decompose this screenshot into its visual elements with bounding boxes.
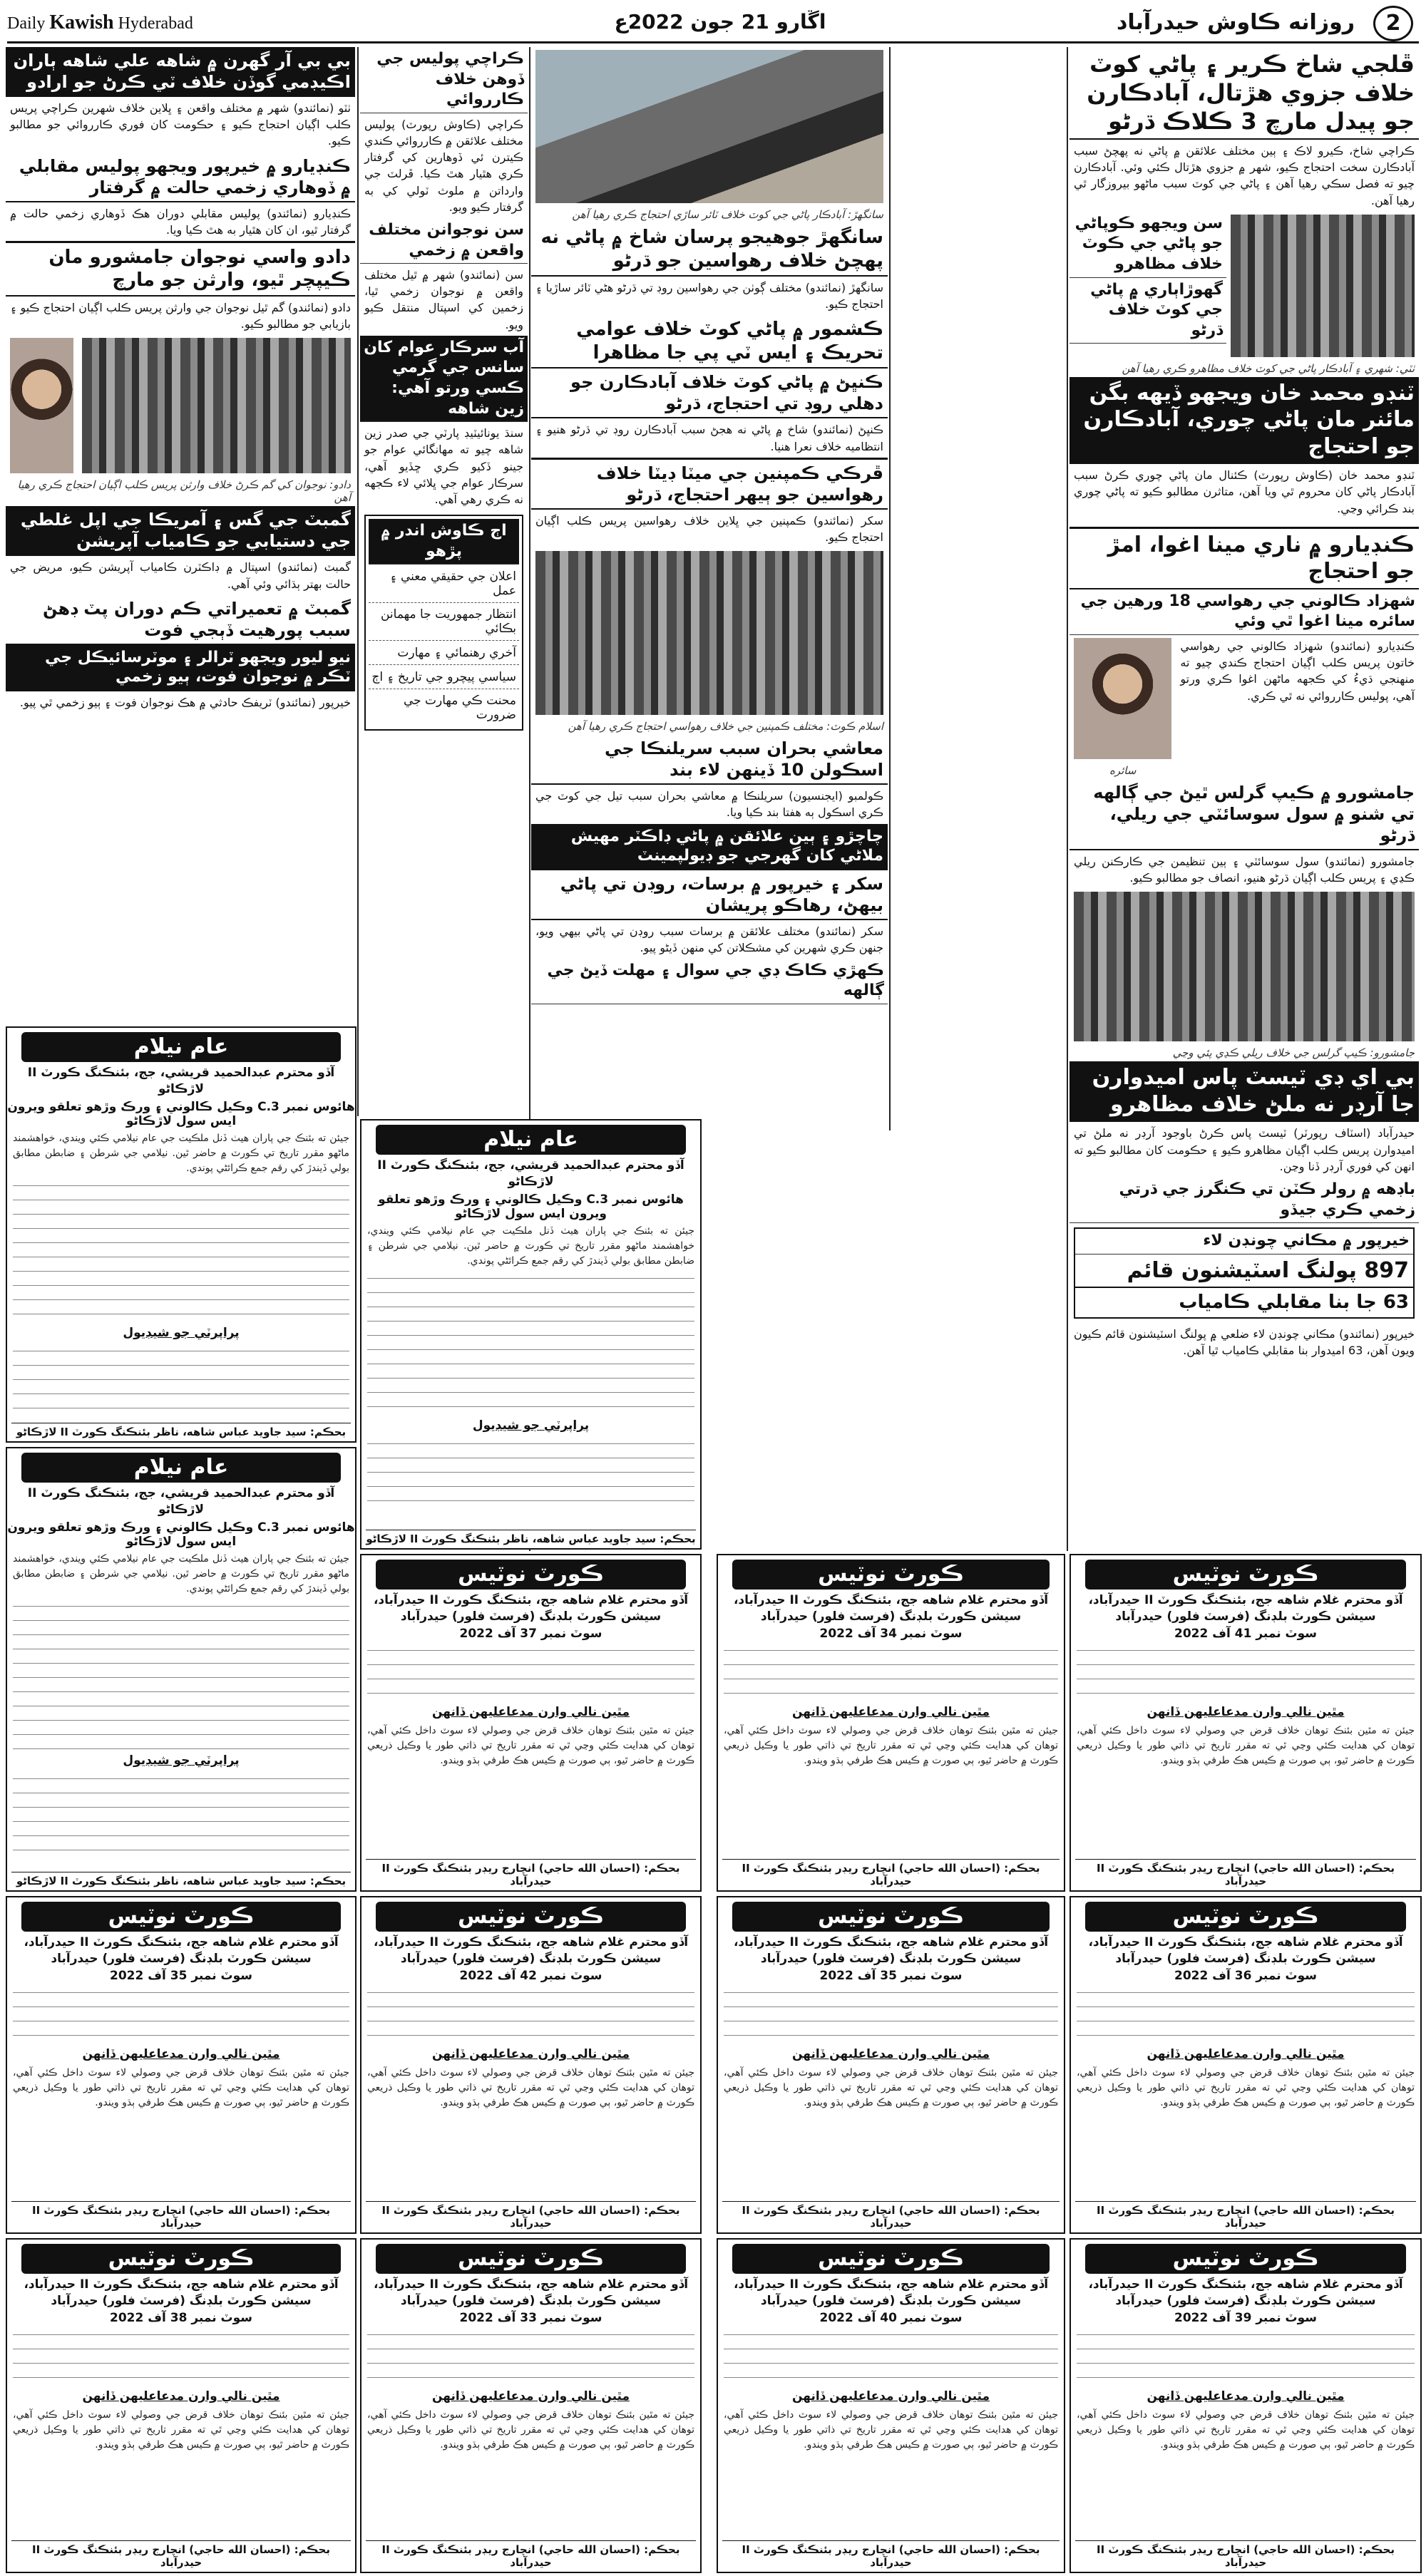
notice-title: ڪورٽ نوٽيس	[1085, 1902, 1406, 1932]
article-text: ڪنڀڻ (نمائندو) شاخ ۾ پاڻي نه هجڻ سبب آبادڪارن روڊ تي ڌرڻو هنيو ۽ انتظاميه خلاف نعرا هنيا.	[535, 423, 883, 453]
portrait-photo	[1074, 638, 1171, 759]
left-column	[6, 47, 355, 1066]
court-notice	[1070, 1896, 1422, 2234]
notice-heading: مٿين نالي وارن مدعاعليهن ڏانهن	[431, 2389, 630, 2404]
notice-court: آڏو محترم غلام شاهه جج، بئنڪنگ ڪورٽ II حيدرآباد، سيشن ڪورٽ بلڊنگ (فرسٽ فلور) حيدرآباد	[24, 1935, 339, 1966]
page-number: 2	[1373, 6, 1413, 41]
court-notice	[717, 1896, 1065, 2234]
box-line: 63 جا بنا مقابلي ڪامياب	[1179, 1292, 1409, 1314]
notice-fine-print	[13, 1344, 349, 1408]
notice-body: جيئن ته مٿين بئنڪ توهان خلاف قرض جي وصولي لاء سوٽ داخل ڪئي آهي، توهان کي هدايت ڪئي وڃي ٿي ته مقرر تاريخ تي ذاتي طور يا وڪيل ذريعي ڪورٽ ۾ حاضر ٿيو، ٻي صورت ۾ ڪيس هڪ طرفي ٻڌو ويندو.	[367, 2408, 694, 2451]
notice-court: آڏو محترم غلام شاهه جج، بئنڪنگ ڪورٽ II حيدرآباد، سيشن ڪورٽ بلڊنگ (فرسٽ فلور) حيدرآباد	[733, 1593, 1049, 1624]
headline: سن نوجوانن مختلف واقعن ۾ زخمي	[360, 218, 528, 264]
notice-heading: مٿين نالي وارن مدعاعليهن ڏانهن	[1147, 2389, 1345, 2404]
notice-fine-print	[1077, 2328, 1415, 2385]
masthead-daily: Daily	[7, 14, 46, 33]
article-text: سنڌ يونائيٽيڊ پارٽي جي صدر زين شاهه چيو ته مهانگائي عوام جو جينو ڏکيو ڪري ڇڏيو آهي، سرڪار عوام جي ڀلائي لاء ڪجهه نه ڪري رهي آهي.	[364, 426, 523, 506]
photo-caption: ٺٽي: شهري ۽ آبادڪار پاڻي جي کوٽ خلاف مظاهرو ڪري رهيا آهن	[1122, 361, 1415, 375]
sub-headline: شهزاد ڪالوني جي رهواسي 18 ورهين جي سائره مينا اغوا ٿي وئي	[1070, 589, 1419, 635]
notice-signature: بحڪم: (احسان الله حاجي) انچارج ريڊر بئنڪنگ ڪورٽ II حيدرآباد	[722, 2540, 1060, 2569]
article-text: ڪنڊيارو (نمائندو) شهزاد ڪالوني جي رهواسي خاتون پريس ڪلب اڳيان احتجاج ڪندي چيو ته منهنجي ڌيءُ کي ڪجهه ماڻهن اغوا ڪري ورتو آهي، پوليس ڪارروائي نه ٿي ڪري.	[1180, 639, 1415, 703]
court-notice	[360, 1896, 702, 2234]
portrait-caption: سائره	[1109, 764, 1137, 777]
article-text: ڪنڊيارو (نمائندو) پوليس مقابلي دوران هڪ ڏوهاري زخمي حالت ۾ گرفتار ٿيو، ان کان هٿيار به هٿ ڪيا ويا.	[10, 206, 351, 237]
notice-body: جيئن ته مٿين بئنڪ توهان خلاف قرض جي وصولي لاء سوٽ داخل ڪئي آهي، توهان کي هدايت ڪئي وڃي ٿي ته مقرر تاريخ تي ذاتي طور يا وڪيل ذريعي ڪورٽ ۾ حاضر ٿيو، ٻي صورت ۾ ڪيس هڪ طرفي ٻڌو ويندو.	[367, 1724, 694, 1766]
notice-title: ڪورٽ نوٽيس	[21, 1902, 341, 1932]
notice-case: سوٽ نمبر 41 آف 2022	[1174, 1626, 1317, 1641]
article-text: سانگهڙ (نمائندو) مختلف ڳوٺن جي رهواسين روڊ تي ڌرڻو هڻي ٽائر ساڙيا ۽ احتجاج ڪيو.	[535, 281, 883, 311]
notice-court: آڏو محترم غلام شاهه جج، بئنڪنگ ڪورٽ II حيدرآباد، سيشن ڪورٽ بلڊنگ (فرسٽ فلور) حيدرآباد	[1088, 1593, 1403, 1624]
notice-heading: مٿين نالي وارن مدعاعليهن ڏانهن	[791, 2046, 990, 2061]
notice-title: ڪورٽ نوٽيس	[1085, 2244, 1406, 2274]
notice-signature: بحڪم: (احسان الله حاجي) انچارج ريڊر بئنڪنگ ڪورٽ II حيدرآباد	[1075, 2540, 1416, 2569]
headline: ڦرڪي ڪمپنين جي ميٽا ڊيٽا خلاف رهواسين جو ٻيهر احتجاج، ڌرڻو	[531, 458, 888, 510]
headline: ڪراچي پوليس جي ڏوهن خلاف ڪارروائي	[360, 47, 528, 113]
headline: ڪهڙي ڪاڪ ڊي جي سوال ۽ مهلت ڏيڻ جي ڳالهه	[531, 959, 888, 1004]
inside-box-item: انتظار جمهوريت جا مهمانن بڪائي	[369, 603, 519, 641]
headline: گمبٽ ۾ تعميراتي ڪم دوران پٽ ڊهڻ سبب پورهيت ڏٻجي فوت	[6, 595, 355, 645]
notice-fine-print	[1077, 1986, 1415, 2043]
notice-fine-print	[13, 1986, 349, 2043]
masthead-city: Hyderabad	[118, 14, 193, 33]
masthead-english	[7, 11, 193, 34]
notice-signature: بحڪم: (احسان الله حاجي) انچارج ريڊر بئنڪنگ ڪورٽ II حيدرآباد	[1075, 1859, 1416, 1887]
article-text: سکر (نمائندو) ڪمپنين جي ڀلاين خلاف رهواسين پريس ڪلب اڳيان احتجاج ڪيو.	[535, 513, 883, 544]
notice-fine-print	[13, 2328, 349, 2385]
notice-fine-print	[367, 1437, 694, 1508]
auction-notice	[6, 1026, 356, 1443]
protest-photo	[535, 551, 883, 715]
notice-signature: بحڪم: (احسان الله حاجي) انچارج ريڊر بئنڪنگ ڪورٽ II حيدرآباد	[11, 2540, 351, 2569]
article-text: ٺٽو (نمائندو) شهر ۾ مختلف واقعن ۽ ڀلاين خلاف شهرين ڪراچي پريس ڪلب اڳيان احتجاج ڪيو ۽ حڪومت کان فوري ڪارروائي جو مطالبو ڪيو.	[10, 101, 351, 148]
court-notice	[6, 2238, 356, 2573]
notice-court: آڏو محترم غلام شاهه جج، بئنڪنگ ڪورٽ II حيدرآباد، سيشن ڪورٽ بلڊنگ (فرسٽ فلور) حيدرآباد	[373, 2277, 689, 2308]
notice-signature: بحڪم: (احسان الله حاجي) انچارج ريڊر بئنڪنگ ڪورٽ II حيدرآباد	[366, 2540, 696, 2569]
notice-case: سوٽ نمبر 35 آف 2022	[819, 1968, 963, 1983]
notice-signature: بحڪم: (احسان الله حاجي) انچارج ريڊر بئنڪنگ ڪورٽ II حيدرآباد	[366, 1859, 696, 1887]
article-text: سکر (نمائندو) مختلف علائقن ۾ برسات سبب روڊن تي پاڻي بيهي ويو، جنهن ڪري شهرين کي مشڪلاتن کي منهن ڏيڻو پيو.	[535, 924, 883, 954]
notice-title: ڪورٽ نوٽيس	[376, 2244, 686, 2274]
notice-fine-print	[367, 1644, 694, 1701]
box-line: خيرپور ۾ مڪاني چونڊن لاء	[1075, 1229, 1413, 1254]
notice-signature: بحڪم: (احسان الله حاجي) انچارج ريڊر بئنڪنگ ڪورٽ II حيدرآباد	[366, 2201, 696, 2230]
notice-fine-print	[13, 1772, 349, 1850]
headline: ڪشمور ۾ پاڻي کوٽ خلاف عوامي تحريڪ ۽ ايس ٽي پي جا مظاهرا	[531, 315, 888, 369]
headline: بي بي آر گهرن ۾ شاهه علي شاهه ٻاران اڪيڊمي گوڏن خلاف ٽي ڪرڻ جو ارادو	[6, 47, 355, 97]
notice-court: آڏو محترم غلام شاهه جج، بئنڪنگ ڪورٽ II حيدرآباد، سيشن ڪورٽ بلڊنگ (فرسٽ فلور) حيدرآباد	[733, 2277, 1049, 2308]
notice-case: هائوس نمبر C.3 وڪيل ڪالوني ۽ ورڪ وڙهو تعلقو ويرون ايس سول لاڙڪاڻو	[378, 1192, 684, 1221]
notice-signature: بحڪم: (احسان الله حاجي) انچارج ريڊر بئنڪنگ ڪورٽ II حيدرآباد	[722, 2201, 1060, 2230]
notice-case: هائوس نمبر C.3 وڪيل ڪالوني ۽ ورڪ وڙهو تعلقو ويرون ايس سول لاڙڪاڻو	[7, 1099, 355, 1128]
protest-photo	[82, 338, 351, 473]
fire-protest-photo	[535, 50, 883, 203]
photo-caption: اسلام ڪوٽ: مختلف ڪمپنين جي خلاف رهواسي احتجاج ڪري رهيا آهن	[568, 720, 883, 733]
sub-headline: سن ويجهو ڪوپاڻي جو پاڻي جي ڪوٽ خلاف مظاهرو	[1070, 212, 1226, 278]
notice-schedule: پراپرٽي جو شيڊيول	[123, 1753, 240, 1768]
notice-signature: بحڪم: سيد جاويد عباس شاهه، ناظر بئنڪنگ ڪورٽ II لاڙڪاڻو	[11, 1872, 351, 1887]
notice-body: جيئن ته مٿين بئنڪ توهان خلاف قرض جي وصولي لاء سوٽ داخل ڪئي آهي، توهان کي هدايت ڪئي وڃي ٿي ته مقرر تاريخ تي ذاتي طور يا وڪيل ذريعي ڪورٽ ۾ حاضر ٿيو، ٻي صورت ۾ ڪيس هڪ طرفي ٻڌو ويندو.	[1077, 2408, 1415, 2451]
inside-box-item: سياسي پيچرو جي تاريخ ۽ اڄ	[369, 665, 519, 689]
masthead-date: اڱارو 21 جون 2022ع	[614, 10, 826, 34]
box-line: 897 پولنگ اسٽيشنون قائم	[1075, 1254, 1413, 1289]
court-notice	[717, 1554, 1065, 1892]
headline: ڪنڊيارو ۾ خيرپور ويجهو پوليس مقابلي ۾ ڏوهاري زخمي حالت ۾ گرفتار	[6, 153, 355, 202]
photo-caption: جامشورو: ڪيپ گرلس جي خلاف ريلي ڪڍي پئي وڃي	[1172, 1046, 1415, 1060]
headline: ڪنڀڻ ۾ پاڻي کوٽ خلاف آبادڪارن جو دهلي روڊ تي احتجاج، ڌرڻو	[531, 369, 888, 418]
headline: ڪنڊيارو ۾ ناري مينا اغوا، امڙ جو احتجاج	[1070, 527, 1419, 589]
lead-text: ڪراچي شاخ، ڪيرو لاڪ ۽ ٻين مختلف علائقن ۾ پاڻي نه پهچڻ سبب آبادڪارن سخت احتجاج ڪيو، شهر ۾ جزوي هڙتال ڪئي وئي. آبادڪارن چيو ته فصل سڪي رهيا آهن ۽ پاڻي جي کوٽ سبب ماڻهو بيروزگار ٿي رهيا آهن.	[1074, 144, 1415, 207]
notice-case: سوٽ نمبر 34 آف 2022	[819, 1626, 963, 1641]
notice-court: آڏو محترم عبدالحميد قريشي، جج، بئنڪنگ ڪورٽ II لاڙڪاڻو	[27, 1066, 335, 1096]
notice-court: آڏو محترم عبدالحميد قريشي، جج، بئنڪنگ ڪورٽ II لاڙڪاڻو	[27, 1486, 335, 1517]
court-notice	[717, 2238, 1065, 2573]
notice-fine-print	[13, 1599, 349, 1749]
notice-case: سوٽ نمبر 36 آف 2022	[1174, 1968, 1317, 1983]
masthead-name: Kawish	[49, 11, 114, 34]
notice-heading: مٿين نالي وارن مدعاعليهن ڏانهن	[431, 2046, 630, 2061]
notice-case: سوٽ نمبر 35 آف 2022	[109, 1968, 252, 1983]
inside-box-title: اڄ ڪاوش اندر ۾ پڙهو	[369, 519, 519, 565]
column-rule	[357, 47, 359, 1116]
notice-signature: بحڪم: (احسان الله حاجي) انچارج ريڊر بئنڪنگ ڪورٽ II حيدرآباد	[722, 1859, 1060, 1887]
notice-title: عام نيلام	[21, 1453, 341, 1483]
notice-fine-print	[1077, 1644, 1415, 1701]
article-text: سن (نمائندو) شهر ۾ ٿيل مختلف واقعن ۾ نوجوان زخمي ٿيا، زخمين کي اسپتال منتقل ڪيو ويو.	[364, 268, 523, 331]
notice-heading: مٿين نالي وارن مدعاعليهن ڏانهن	[791, 1704, 990, 1719]
court-notice	[6, 1896, 356, 2234]
inside-box-item: محنت ڪي مهارت جي ضرورت	[403, 694, 516, 723]
notice-title: ڪورٽ نوٽيس	[21, 2244, 341, 2274]
auction-notice	[360, 1119, 702, 1550]
notice-court: آڏو محترم غلام شاهه جج، بئنڪنگ ڪورٽ II حيدرآباد، سيشن ڪورٽ بلڊنگ (فرسٽ فلور) حيدرآباد	[373, 1935, 689, 1966]
notice-title: عام نيلام	[376, 1125, 686, 1155]
headline: بي اي ڊي ٽيسٽ پاس اميدوارن جا آرڊر نه ملڻ خلاف مظاهرو	[1070, 1061, 1419, 1122]
notice-signature: بحڪم: سيد جاويد عباس شاهه، ناظر بئنڪنگ ڪورٽ II لاڙڪاڻو	[11, 1423, 351, 1438]
portrait-photo	[10, 338, 73, 473]
notice-body: جيئن ته مٿين بئنڪ توهان خلاف قرض جي وصولي لاء سوٽ داخل ڪئي آهي، توهان کي هدايت ڪئي وڃي ٿي ته مقرر تاريخ تي ذاتي طور يا وڪيل ذريعي ڪورٽ ۾ حاضر ٿيو، ٻي صورت ۾ ڪيس هڪ طرفي ٻڌو ويندو.	[1077, 1724, 1415, 1766]
notice-case: سوٽ نمبر 40 آف 2022	[819, 2310, 963, 2325]
article-text: حيدرآباد (اسٽاف رپورٽر) ٽيسٽ پاس ڪرڻ باوجود آرڊر نه ملڻ تي اميدوارن پريس ڪلب اڳيان مظاهرو ڪيو ۽ حڪومت کان مطالبو ڪيو ته انهن کي فوري آرڊر ڏنا وڃن.	[1074, 1126, 1415, 1173]
article-text: خيرپور (نمائندو) مڪاني چونڊن لاء ضلعي ۾ پولنگ اسٽيشنون قائم ڪيون ويون آهن، 63 اميدوار بنا مقابلي ڪامياب ٿيا آهن.	[1074, 1326, 1415, 1357]
court-notice	[1070, 2238, 1422, 2573]
headline: سانگهڙ جوهيجو پرسان شاخ ۾ پاڻي نه پهچڻ خلاف رهواسين جو ڌرڻو	[531, 223, 888, 277]
lead-headline: ڦلجي شاخ ڪرير ۽ پاڻي کوٽ خلاف جزوي هڙتال، آبادڪارن جو پيدل مارچ 3 ڪلاڪ ڌرڻو	[1070, 47, 1419, 140]
notice-court: آڏو محترم غلام شاهه جج، بئنڪنگ ڪورٽ II حيدرآباد، سيشن ڪورٽ بلڊنگ (فرسٽ فلور) حيدرآباد	[373, 1593, 689, 1624]
notice-fine-print	[724, 1986, 1058, 2043]
notice-title: ڪورٽ نوٽيس	[1085, 1560, 1406, 1590]
headline: دادو واسي نوجوان جامشورو مان ڪيپچر ٿيو، وارثن جو مارچ	[6, 241, 355, 297]
notice-case: سوٽ نمبر 37 آف 2022	[459, 1626, 602, 1641]
notice-case: سوٽ نمبر 39 آف 2022	[1174, 2310, 1317, 2325]
inside-pages-box	[364, 515, 523, 731]
notice-title: ڪورٽ نوٽيس	[376, 1560, 686, 1590]
notice-case: سوٽ نمبر 42 آف 2022	[459, 1968, 602, 1983]
article-text: گمبٽ (نمائندو) اسپتال ۾ ڊاڪٽرن ڪامياب آپريشن ڪيو، مريض جي حالت بهتر ٻڌائي وئي آهي.	[10, 560, 351, 591]
headline: ٽنڊو محمد خان ويجهو ڏيهه بگن مائنر مان پاڻي چوري، آبادڪارن جو احتجاج	[1070, 377, 1419, 465]
notice-court: آڏو محترم غلام شاهه جج، بئنڪنگ ڪورٽ II حيدرآباد، سيشن ڪورٽ بلڊنگ (فرسٽ فلور) حيدرآباد	[1088, 2277, 1403, 2308]
headline: آب سرڪار عوام کان سانس جي گرمي ڪسي ورتو آهي: زين شاهه	[360, 336, 528, 422]
notice-title: ڪورٽ نوٽيس	[732, 2244, 1050, 2274]
notice-fine-print	[367, 2328, 694, 2385]
notice-body: جيئن ته مٿين بئنڪ توهان خلاف قرض جي وصولي لاء سوٽ داخل ڪئي آهي، توهان کي هدايت ڪئي وڃي ٿي ته مقرر تاريخ تي ذاتي طور يا وڪيل ذريعي ڪورٽ ۾ حاضر ٿيو، ٻي صورت ۾ ڪيس هڪ طرفي ٻڌو ويندو.	[13, 2066, 349, 2108]
column-rule	[1067, 47, 1068, 1551]
notice-body: جيئن ته مٿين بئنڪ توهان خلاف قرض جي وصولي لاء سوٽ داخل ڪئي آهي، توهان کي هدايت ڪئي وڃي ٿي ته مقرر تاريخ تي ذاتي طور يا وڪيل ذريعي ڪورٽ ۾ حاضر ٿيو، ٻي صورت ۾ ڪيس هڪ طرفي ٻڌو ويندو.	[13, 2408, 349, 2451]
notice-court: آڏو محترم غلام شاهه جج، بئنڪنگ ڪورٽ II حيدرآباد، سيشن ڪورٽ بلڊنگ (فرسٽ فلور) حيدرآباد	[733, 1935, 1049, 1966]
notice-title: ڪورٽ نوٽيس	[376, 1902, 686, 1932]
photo-caption: سانگهڙ: آبادڪار پاڻي جي کوٽ خلاف ٽائر ساڙي احتجاج ڪري رهيا آهن	[572, 208, 883, 221]
court-notice	[360, 1554, 702, 1892]
sub-headline: گهوڙاٻاري ۾ پاڻي جي کوٽ خلاف ڌرڻو	[1070, 278, 1226, 344]
notice-body: جيئن ته مٿين بئنڪ توهان خلاف قرض جي وصولي لاء سوٽ داخل ڪئي آهي، توهان کي هدايت ڪئي وڃي ٿي ته مقرر تاريخ تي ذاتي طور يا وڪيل ذريعي ڪورٽ ۾ حاضر ٿيو، ٻي صورت ۾ ڪيس هڪ طرفي ٻڌو ويندو.	[1077, 2066, 1415, 2108]
notice-body: جيئن ته مٿين بئنڪ توهان خلاف قرض جي وصولي لاء سوٽ داخل ڪئي آهي، توهان کي هدايت ڪئي وڃي ٿي ته مقرر تاريخ تي ذاتي طور يا وڪيل ذريعي ڪورٽ ۾ حاضر ٿيو، ٻي صورت ۾ ڪيس هڪ طرفي ٻڌو ويندو.	[367, 2066, 694, 2108]
inside-box-item: اعلان جي حقيقي معني ۽ عمل	[369, 565, 519, 603]
notice-body: جيئن ته بئنڪ جي پاران هيٺ ڏنل ملڪيت جي عام نيلامي ڪئي ويندي، خواهشمند ماڻهو مقرر تاريخ تي ڪورٽ ۾ حاضر ٿين. نيلامي جي شرطن ۽ ضابطن مطابق بولي ڏيندڙ کي رقم جمع ڪرائڻي پوندي.	[13, 1552, 349, 1594]
notice-fine-print	[367, 1272, 694, 1414]
election-box	[1074, 1227, 1415, 1319]
notice-heading: مٿين نالي وارن مدعاعليهن ڏانهن	[82, 2389, 280, 2404]
rally-photo	[1074, 892, 1415, 1041]
notice-heading: مٿين نالي وارن مدعاعليهن ڏانهن	[1147, 2046, 1345, 2061]
inside-box-item: آخري رهنمائي ۽ مهارت	[369, 641, 519, 665]
masthead	[7, 4, 1419, 43]
headline: سکر ۽ خيرپور ۾ برسات، روڊن تي پاڻي بيهڻ، رهاڪو پريشان	[531, 870, 888, 920]
notice-signature: بحڪم: (احسان الله حاجي) انچارج ريڊر بئنڪنگ ڪورٽ II حيدرآباد	[1075, 2201, 1416, 2230]
headline: معاشي بحران سبب سريلنڪا جي اسڪولن 10 ڏينهن لاء بند	[531, 735, 888, 785]
notice-case: هائوس نمبر C.3 وڪيل ڪالوني ۽ ورڪ وڙهو تعلقو ويرون ايس سول لاڙڪاڻو	[7, 1520, 355, 1549]
headline: باڊهه ۾ رولر ڪٽن تي ڪنگرز جي ڌرتي زخمي ڪري جيڏو	[1070, 1178, 1419, 1223]
notice-heading: مٿين نالي وارن مدعاعليهن ڏانهن	[82, 2046, 280, 2061]
notice-court: آڏو محترم غلام شاهه جج، بئنڪنگ ڪورٽ II حيدرآباد، سيشن ڪورٽ بلڊنگ (فرسٽ فلور) حيدرآباد	[24, 2277, 339, 2308]
court-notice	[1070, 1554, 1422, 1892]
notice-fine-print	[367, 1986, 694, 2043]
notice-body: جيئن ته مٿين بئنڪ توهان خلاف قرض جي وصولي لاء سوٽ داخل ڪئي آهي، توهان کي هدايت ڪئي وڃي ٿي ته مقرر تاريخ تي ذاتي طور يا وڪيل ذريعي ڪورٽ ۾ حاضر ٿيو، ٻي صورت ۾ ڪيس هڪ طرفي ٻڌو ويندو.	[724, 2066, 1058, 2108]
headline: گمبٽ جي گس ۽ آمريڪا جي اپل غلطي جي دستيابي جو ڪامياب آپريشن	[6, 506, 355, 556]
notice-schedule: پراپرٽي جو شيڊيول	[472, 1418, 590, 1433]
headline: جامشورو ۾ ڪيپ گرلس ٿيڻ جي ڳالهه تي شنو ۾ سول سوسائٽي جي ريلي، ڌرڻو	[1070, 779, 1419, 850]
column-rule	[889, 47, 891, 1130]
article-text: خيرپور (نمائندو) ٽريفڪ حادثي ۾ هڪ نوجوان فوت ۽ ٻيو زخمي ٿي پيو.	[19, 695, 351, 709]
notice-fine-print	[13, 1179, 349, 1322]
headline: نيو ليور ويجهو ٽرالر ۽ موٽرسائيڪل جي ٽڪر ۾ نوجوان فوت، ٻيو زخمي	[6, 645, 355, 691]
notice-case: سوٽ نمبر 38 آف 2022	[109, 2310, 252, 2325]
notice-body: جيئن ته مٿين بئنڪ توهان خلاف قرض جي وصولي لاء سوٽ داخل ڪئي آهي، توهان کي هدايت ڪئي وڃي ٿي ته مقرر تاريخ تي ذاتي طور يا وڪيل ذريعي ڪورٽ ۾ حاضر ٿيو، ٻي صورت ۾ ڪيس هڪ طرفي ٻڌو ويندو.	[724, 2408, 1058, 2451]
article-text: ڪراچي (ڪاوش رپورٽ) پوليس مختلف علائقن ۾ ڪارروائي ڪندي ڪيترن ئي ڏوهارين کي گرفتار ڪري هٿيار هٿ ڪيا. ڦرلٽ جي وارداتن ۾ ملوث ٽولي کي به گرفتار ڪيو ويو.	[364, 117, 523, 214]
right-column	[1070, 47, 1419, 1551]
notice-title: عام نيلام	[21, 1032, 341, 1062]
notice-schedule: پراپرٽي جو شيڊيول	[123, 1325, 240, 1340]
notice-body: جيئن ته بئنڪ جي پاران هيٺ ڏنل ملڪيت جي عام نيلامي ڪئي ويندي، خواهشمند ماڻهو مقرر تاريخ تي ڪورٽ ۾ حاضر ٿين. نيلامي جي شرطن ۽ ضابطن مطابق بولي ڏيندڙ کي رقم جمع ڪرائڻي پوندي.	[13, 1132, 349, 1174]
notice-title: ڪورٽ نوٽيس	[732, 1560, 1050, 1590]
notice-heading: مٿين نالي وارن مدعاعليهن ڏانهن	[791, 2389, 990, 2404]
notice-body: جيئن ته مٿين بئنڪ توهان خلاف قرض جي وصولي لاء سوٽ داخل ڪئي آهي، توهان کي هدايت ڪئي وڃي ٿي ته مقرر تاريخ تي ذاتي طور يا وڪيل ذريعي ڪورٽ ۾ حاضر ٿيو، ٻي صورت ۾ ڪيس هڪ طرفي ٻڌو ويندو.	[724, 1724, 1058, 1766]
notice-title: ڪورٽ نوٽيس	[732, 1902, 1050, 1932]
court-notice	[360, 2238, 702, 2573]
narrow-column	[360, 47, 528, 1116]
notice-court: آڏو محترم عبدالحميد قريشي، جج، بئنڪنگ ڪورٽ II لاڙڪاڻو	[377, 1158, 684, 1189]
notice-body: جيئن ته بئنڪ جي پاران هيٺ ڏنل ملڪيت جي عام نيلامي ڪئي ويندي، خواهشمند ماڻهو مقرر تاريخ تي ڪورٽ ۾ حاضر ٿين. نيلامي جي شرطن ۽ ضابطن مطابق بولي ڏيندڙ کي رقم جمع ڪرائڻي پوندي.	[367, 1225, 694, 1267]
notice-case: سوٽ نمبر 33 آف 2022	[459, 2310, 602, 2325]
headline: چاچڙو ۽ ٻين علائقن ۾ پاڻي ڊاڪٽر مهيش ملاڻي کان گهرجي جو ڊيولپمينٽ	[531, 824, 888, 870]
notice-heading: مٿين نالي وارن مدعاعليهن ڏانهن	[1147, 1704, 1345, 1719]
article-text: ڪولمبو (ايجنسيون) سريلنڪا ۾ معاشي بحران سبب تيل جي کوٽ جي ڪري اسڪول ٻه هفتا بند ڪيا ويا.	[535, 789, 883, 820]
notice-fine-print	[724, 2328, 1058, 2385]
auction-notice	[6, 1447, 356, 1892]
masthead-title: روزانه ڪاوش حيدرآباد	[1116, 10, 1355, 35]
article-text: ٽنڊو محمد خان (ڪاوش رپورٽ) ڪئنال مان پاڻي چوري ڪرڻ سبب آبادڪار پاڻي کان محروم ٿي ويا آهن، متاثرن مطالبو ڪيو ته پاڻي چوري بند ڪرائي وڃي.	[1074, 468, 1415, 515]
photo-caption: دادو: نوجوان کي گم ڪرڻ خلاف وارثن پريس ڪلب اڳيان احتجاج ڪري رهيا آهن	[17, 478, 351, 505]
notice-signature: بحڪم: (احسان الله حاجي) انچارج ريڊر بئنڪنگ ڪورٽ II حيدرآباد	[11, 2201, 351, 2230]
article-text: جامشورو (نمائندو) سول سوسائٽي ۽ ٻين تنظيمن جي ڪارڪنن ريلي ڪڍي ۽ پريس ڪلب اڳيان ڌرڻو هنيو، انصاف جو مطالبو ڪيو.	[1074, 855, 1415, 885]
notice-fine-print	[724, 1644, 1058, 1701]
article-text: دادو (نمائندو) گم ٿيل نوجوان جي وارثن پريس ڪلب اڳيان احتجاج ڪيو ۽ بازيابي جو مطالبو ڪيو.	[9, 300, 351, 331]
notice-signature: بحڪم: سيد جاويد عباس شاهه، ناظر بئنڪنگ ڪورٽ II لاڙڪاڻو	[366, 1530, 696, 1545]
notice-court: آڏو محترم غلام شاهه جج، بئنڪنگ ڪورٽ II حيدرآباد، سيشن ڪورٽ بلڊنگ (فرسٽ فلور) حيدرآباد	[1088, 1935, 1403, 1966]
protest-photo	[1231, 215, 1415, 357]
notice-heading: مٿين نالي وارن مدعاعليهن ڏانهن	[431, 1704, 630, 1719]
